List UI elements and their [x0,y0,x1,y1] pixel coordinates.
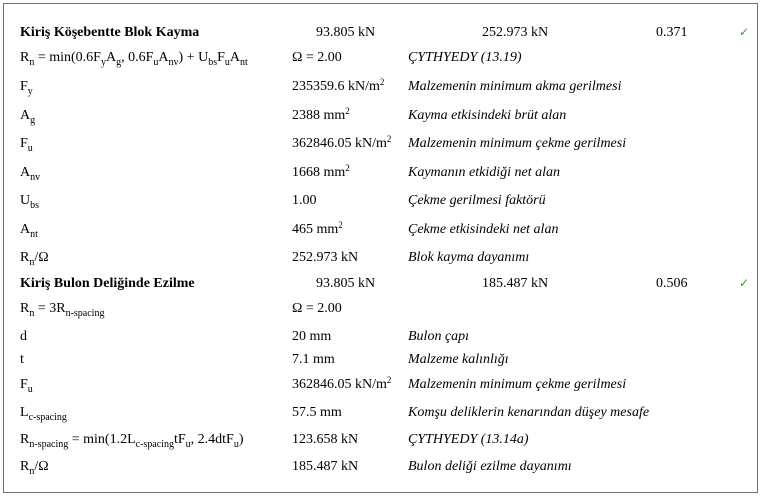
param-row [4,459,757,483]
param-symbol: $A_{nv}$ [20,165,41,183]
param-description: Çekme etkisindeki net alan [408,222,559,237]
section-title: Kiriş Köşebentte Blok Kayma [20,25,200,40]
param-description: Bulon deliği ezilme dayanımı [408,459,572,474]
param-symbol: $F_y$ [20,79,33,97]
param-value: 7.1 mm [292,352,335,367]
formula-value: 123.658 kN [292,432,359,447]
formula: $R_n = 3R_{n-spacing}$ [20,301,105,319]
omega-value: Ω = 2.00 [292,50,342,65]
demand-value: 93.805 kN [316,25,376,40]
param-description: Blok kayma dayanımı [408,250,530,265]
param-symbol: $A_{nt}$ [20,222,38,240]
capacity-value: 185.487 kN [482,276,549,291]
param-row [4,377,757,401]
param-value: 20 mm [292,329,332,344]
formula: $R_n = \min(0.6F_yA_g$, $0.6F_uA_{nv}) + U_{bs}F_uA_{nt}$ [20,50,248,68]
ratio-value: 0.506 [656,276,688,291]
param-value: 2388 $mm^2$ [292,106,350,123]
param-value: 362846.05 $kN/m^2$ [292,134,392,151]
param-row [4,250,757,274]
check-icon: ✓ [739,276,750,290]
param-row [4,136,757,160]
param-description: Kaymanın etkidiği net alan [408,165,561,180]
param-value: 252.973 kN [292,250,359,265]
param-description: Malzeme kalınlığı [408,352,509,367]
param-symbol: $L_{c-spacing}$ [20,405,67,423]
param-value: 1.00 [292,193,317,208]
param-description: Çekme gerilmesi faktörü [408,193,546,208]
param-value: 362846.05 $kN/m^2$ [292,375,392,392]
param-description: Kayma etkisindeki brüt alan [408,108,567,123]
param-row [4,222,757,246]
param-value: 1668 $mm^2$ [292,163,350,180]
param-description: Malzemenin minimum çekme gerilmesi [408,136,627,151]
param-description: Bulon çapı [408,329,470,344]
check-icon: ✓ [739,25,750,39]
param-description: Malzemenin minimum akma gerilmesi [408,79,622,94]
section-header-block-shear[interactable] [4,25,757,49]
param-value: 235359.6 $kN/m^2$ [292,77,385,94]
formula-row [4,432,757,456]
param-symbol: $U_{bs}$ [20,193,40,211]
param-symbol: $A_g$ [20,108,36,126]
param-value: 57.5 mm [292,405,342,420]
param-symbol: $F_u$ [20,136,33,154]
ratio-value: 0.371 [656,25,688,40]
param-symbol: $R_n/\Omega$ [20,459,49,477]
param-symbol: d [20,329,27,344]
param-value: 465 $mm^2$ [292,220,343,237]
formula-row [4,50,757,74]
param-symbol: t [20,352,24,367]
param-symbol: $F_u$ [20,377,33,395]
param-row [4,165,757,189]
omega-value: Ω = 2.00 [292,301,342,316]
param-row [4,352,757,376]
code-reference: ÇYTHYEDY (13.14a) [408,432,529,447]
section-title: Kiriş Bulon Deliğinde Ezilme [20,276,195,291]
param-row [4,405,757,429]
param-row [4,108,757,132]
results-panel [3,3,758,493]
capacity-value: 252.973 kN [482,25,549,40]
param-description: Komşu deliklerin kenarından düşey mesafe [408,405,650,420]
formula: $R_{n-spacing} = \min(1.2L_{c-spacing}tF_u$, 2.4dtF$_u$) [20,432,244,450]
formula-row [4,301,757,325]
param-row [4,329,757,353]
demand-value: 93.805 kN [316,276,376,291]
param-value: 185.487 kN [292,459,359,474]
code-reference: ÇYTHYEDY (13.19) [408,50,522,65]
param-symbol: $R_n/\Omega$ [20,250,49,268]
param-row [4,193,757,217]
param-description: Malzemenin minimum çekme gerilmesi [408,377,627,392]
param-row [4,79,757,103]
section-header-bolt-bearing[interactable] [4,276,757,300]
